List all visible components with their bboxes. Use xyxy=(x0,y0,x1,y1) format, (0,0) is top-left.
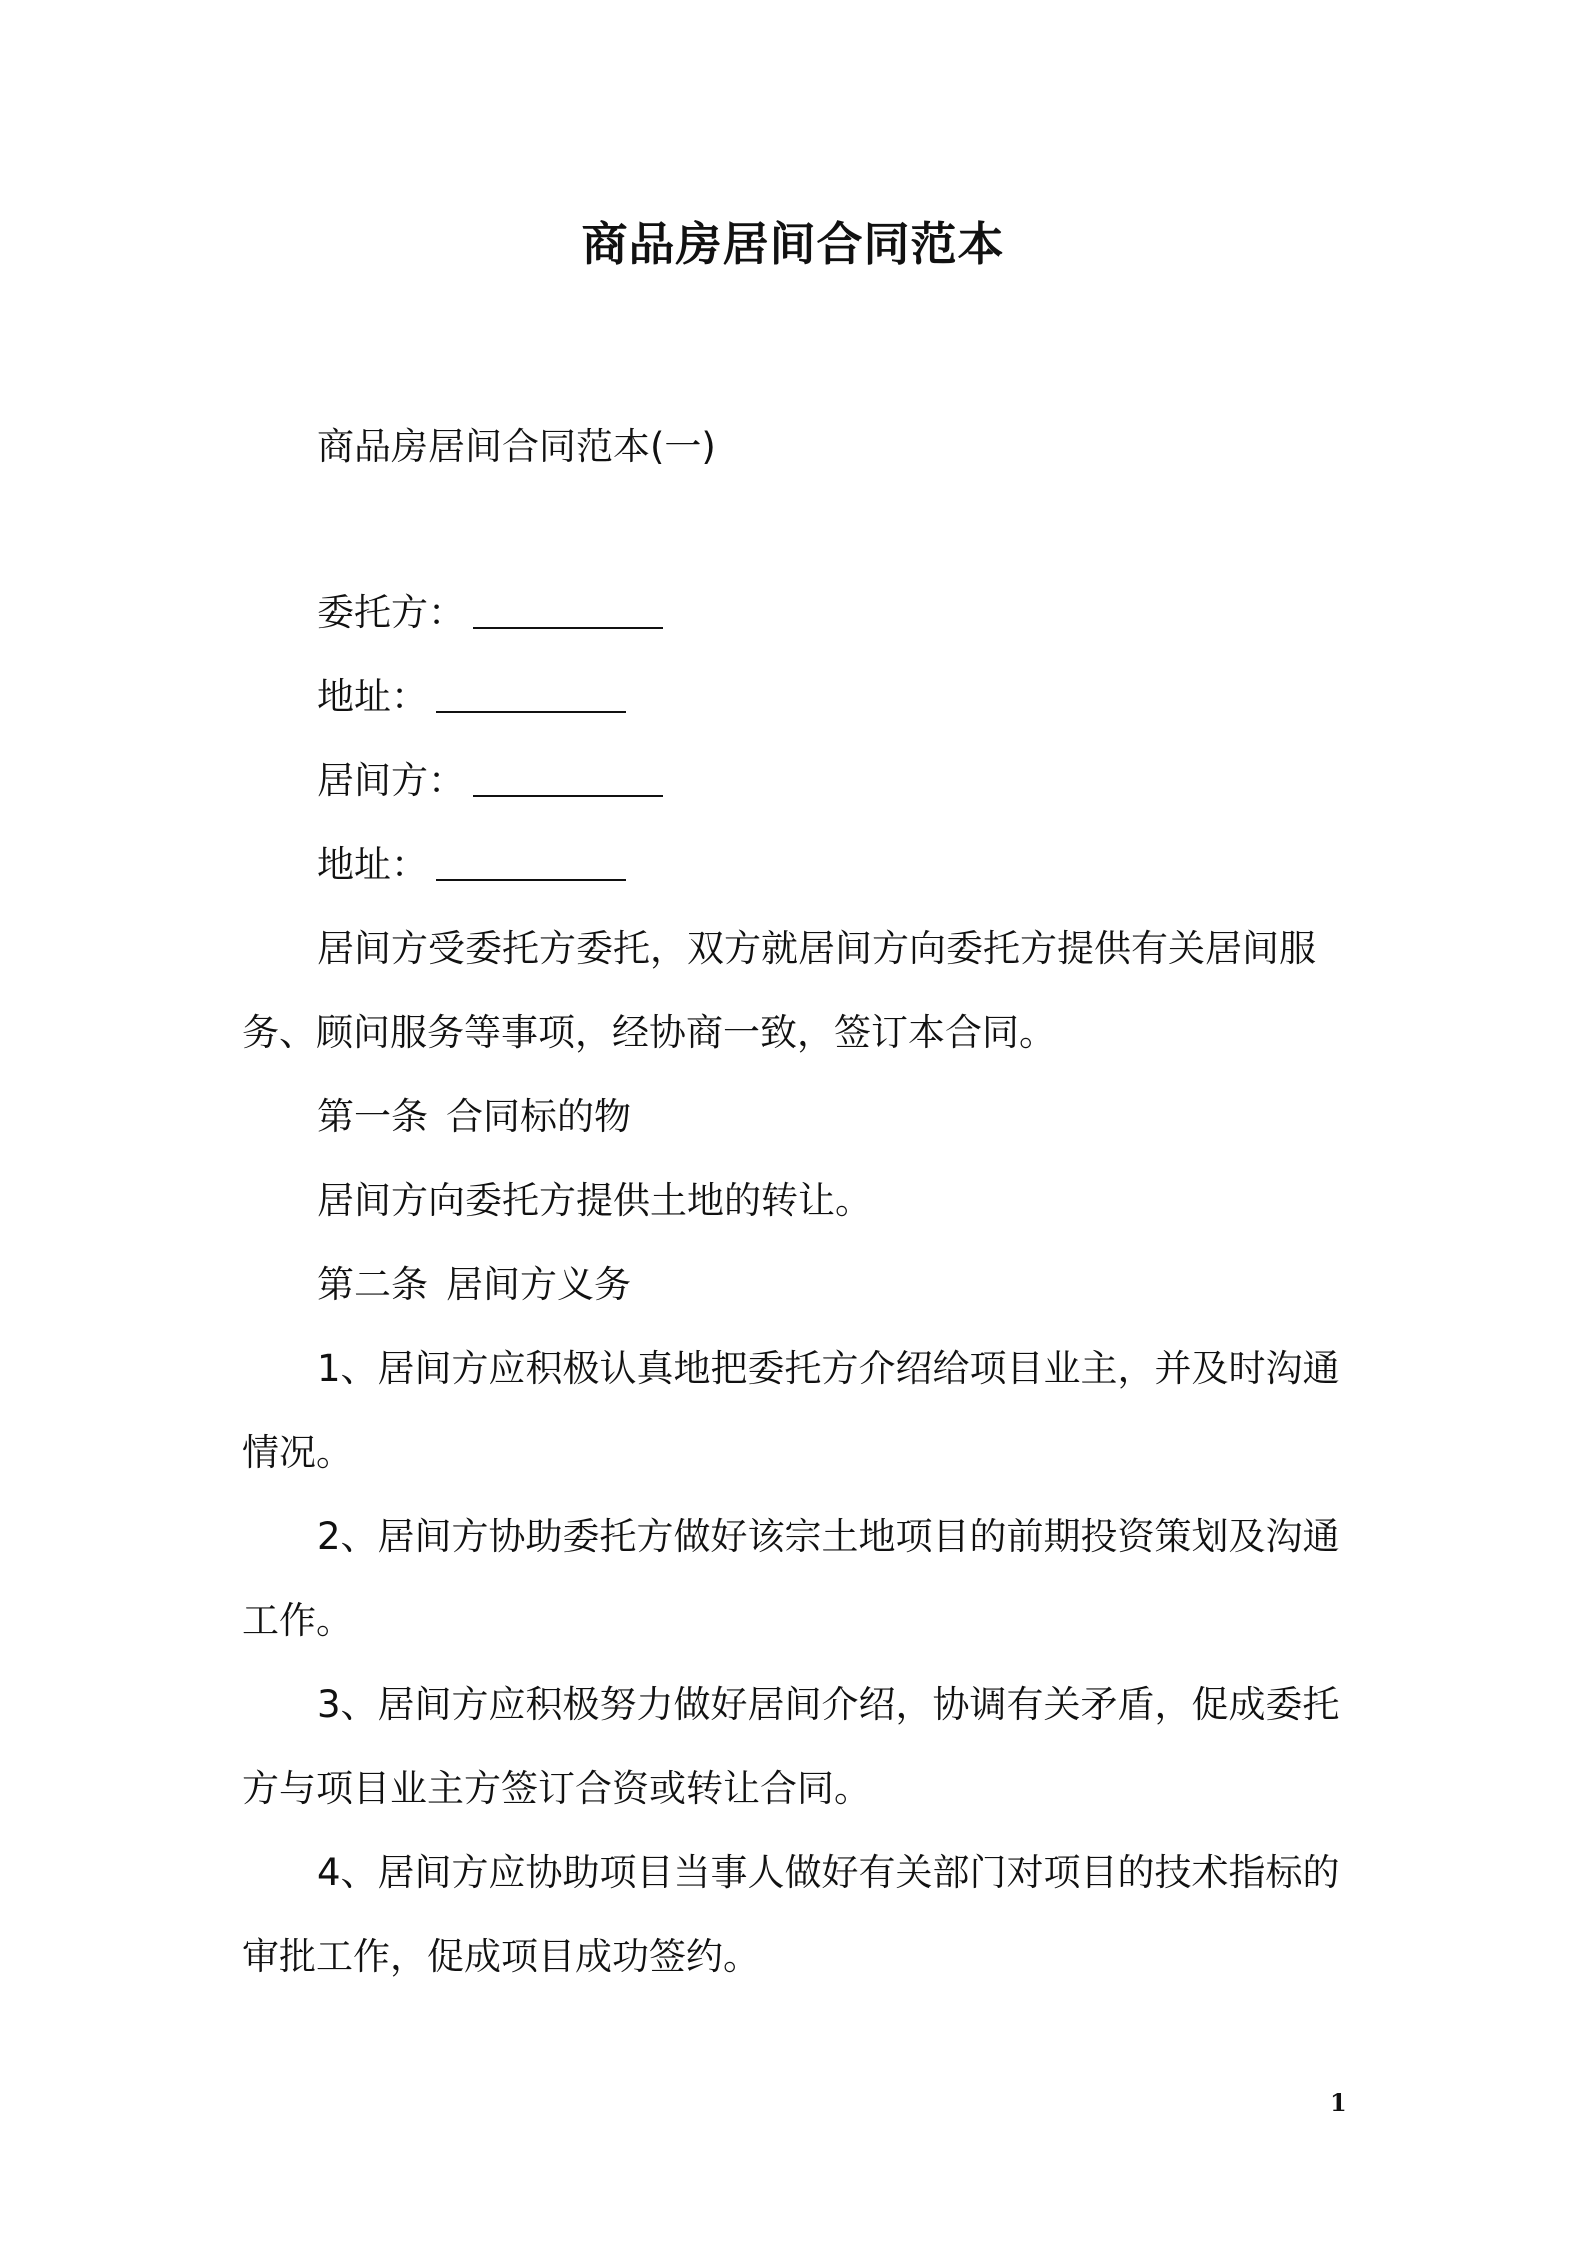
field-client-label: 委托方： xyxy=(317,591,465,634)
article-2-item-1: 1、居间方应积极认真地把委托方介绍给项目业主，并及时沟通情况。 xyxy=(242,1347,1340,1474)
spacer xyxy=(242,489,1352,571)
field-broker-label: 居间方： xyxy=(317,759,465,802)
field-client xyxy=(242,571,1352,655)
preamble-paragraph: 居间方受委托方委托，双方就居间方向委托方提供有关居间服务、顾问服务等事项，经协商一致，签订本合同。 xyxy=(242,927,1316,1054)
document-body xyxy=(242,405,1352,1999)
article-1-number: 第一条 xyxy=(317,1095,428,1138)
article-2-heading xyxy=(242,1243,1352,1327)
article-2-title: 居间方义务 xyxy=(446,1263,631,1306)
contract-subtitle: 商品房居间合同范本(一) xyxy=(317,425,716,468)
article-1-title: 合同标的物 xyxy=(446,1095,631,1138)
field-broker-blank xyxy=(473,759,663,797)
field-client-address-blank xyxy=(436,675,626,713)
page-number: 1 xyxy=(1330,2088,1347,2117)
field-client-address xyxy=(242,655,1352,739)
article-1-heading xyxy=(242,1075,1352,1159)
field-client-address-label: 地址： xyxy=(317,675,428,718)
article-2-item-3: 3、居间方应积极努力做好居间介绍，协调有关矛盾，促成委托方与项目业主方签订合资或转让合同。 xyxy=(242,1683,1340,1810)
field-broker-address-label: 地址： xyxy=(317,843,428,886)
field-broker-address xyxy=(242,823,1352,907)
article-2-item-2: 2、居间方协助委托方做好该宗土地项目的前期投资策划及沟通工作。 xyxy=(242,1515,1340,1642)
field-client-blank xyxy=(473,591,663,629)
field-broker-address-blank xyxy=(436,843,626,881)
field-broker xyxy=(242,739,1352,823)
document-title: 商品房居间合同范本 xyxy=(581,217,1005,271)
article-2-number: 第二条 xyxy=(317,1263,428,1306)
article-1-body: 居间方向委托方提供土地的转让。 xyxy=(317,1179,872,1222)
article-2-item-4: 4、居间方应协助项目当事人做好有关部门对项目的技术指标的审批工作，促成项目成功签约。 xyxy=(242,1851,1340,1978)
